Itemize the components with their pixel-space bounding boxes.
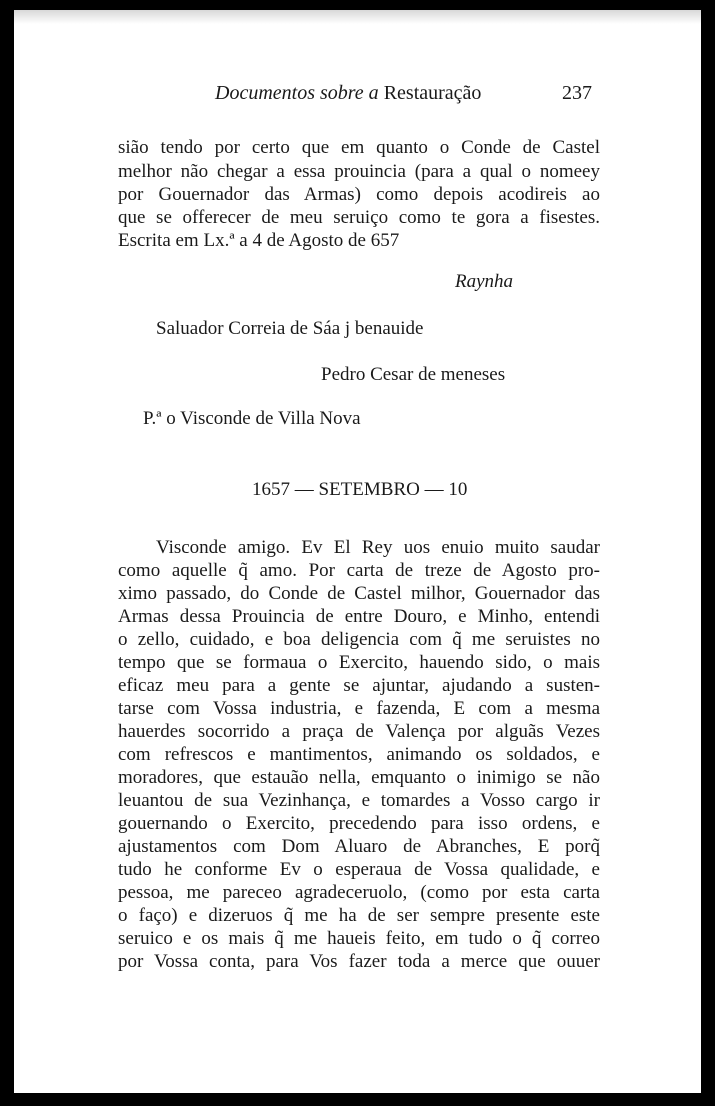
text-line: moradores, que estauão nella, emquanto o inimigo se não	[118, 767, 600, 788]
text-line: com refrescos e mantimentos, animando os soldados, e	[118, 744, 600, 765]
text-line: pessoa, me pareceo agradeceruolo, (como por esta carta	[118, 882, 600, 903]
text-line: Armas dessa Prouincia de entre Douro, e Minho, entendi	[118, 606, 600, 627]
text-line: o faço) e dizeruos q̃ me ha de ser sempre presente este	[118, 905, 600, 926]
running-header	[14, 82, 701, 108]
page-number: 237	[562, 82, 592, 104]
text-line: como aquelle q̃ amo. Por carta de treze de Agosto pro-	[118, 560, 600, 581]
signatory-saluador: Saluador Correia de Sáa j benauide	[156, 318, 424, 339]
text-line: seruico e os mais q̃ me haueis feito, em tudo o q̃ correo	[118, 928, 600, 949]
date-heading: 1657 — SETEMBRO — 10	[252, 479, 468, 500]
running-title-italic: Documentos sobre a	[215, 82, 379, 104]
text-line: ajustamentos com Dom Aluaro de Abranches, E porq̃	[118, 836, 600, 857]
signature-raynha: Raynha	[455, 271, 514, 292]
signatory-pedro: Pedro Cesar de meneses	[321, 364, 506, 385]
text-line: leuantou de sua Vezinhança, e tomardes a Vosso cargo ir	[118, 790, 600, 811]
text-line: o zello, cuidado, e boa deligencia com q̃ me seruistes no	[118, 629, 600, 650]
text-line: Escrita em Lx.ª a 4 de Agosto de 657	[118, 230, 400, 251]
text-line: que se offerecer de meu seruiço como te gora a fisestes.	[118, 207, 600, 228]
text-line: por Vossa conta, para Vos fazer toda a merce que ouuer	[118, 951, 600, 972]
addressee: P.ª o Visconde de Villa Nova	[143, 408, 361, 429]
text-line: melhor não chegar a essa prouincia (para a qual o nomeey	[118, 161, 600, 182]
running-title	[215, 82, 481, 105]
text-line: por Gouernador das Armas) como depois acodireis ao	[118, 184, 600, 205]
text-line: tudo he conforme Ev o esperaua de Vossa qualidade, e	[118, 859, 600, 880]
book-page	[14, 10, 701, 1093]
text-line: sião tendo por certo que em quanto o Conde de Castel	[118, 137, 600, 158]
page-top-shadow	[14, 10, 701, 24]
running-title-rest: Restauração	[383, 82, 482, 104]
text-line: tarse com Vossa industria, e fazenda, E com a mesma	[118, 698, 600, 719]
text-line: hauerdes socorrido a praça de Valença por alguãs Vezes	[118, 721, 600, 742]
text-line: tempo que se formaua o Exercito, hauendo sido, o mais	[118, 652, 600, 673]
text-line: ximo passado, do Conde de Castel milhor, Gouernador das	[118, 583, 600, 604]
text-line: gouernando o Exercito, precedendo para isso ordens, e	[118, 813, 600, 834]
text-line: Visconde amigo. Ev El Rey uos enuio muito saudar	[156, 537, 600, 558]
text-line: eficaz meu para a gente se ajuntar, ajudando a susten-	[118, 675, 600, 696]
